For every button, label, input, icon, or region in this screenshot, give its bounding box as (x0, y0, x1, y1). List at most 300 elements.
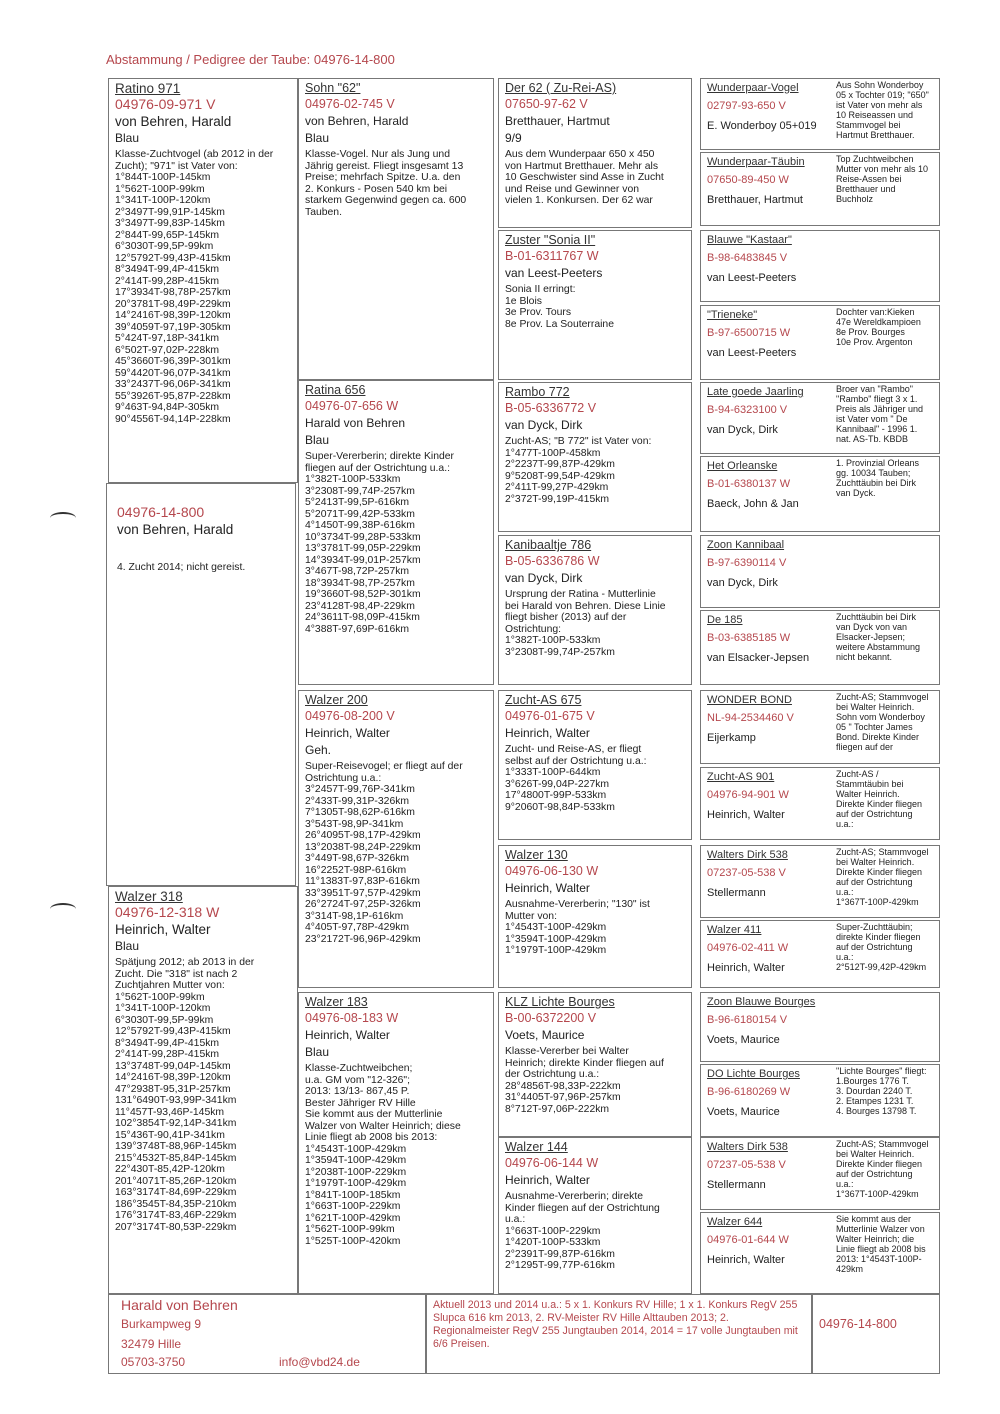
text-line: 19°3660T-98,52P-301km (305, 589, 421, 600)
owner-name: Bretthauer, Hartmut (707, 194, 803, 206)
text-line: Zucht-AS; "B 772" ist Vater von: (505, 436, 652, 447)
text-line: 1°663T-100P-229km (505, 1225, 601, 1237)
text-line: 1°4543T-100P-429km (505, 922, 607, 933)
ring-number: 04976-08-183 W (305, 1011, 399, 1025)
note-line: Direkte Kinder fliegen (836, 1159, 923, 1169)
text-line: 8e Prov. La Souterraine (505, 318, 614, 330)
pigeon-name: DO Lichte Bourges (707, 1068, 800, 1080)
pigeon-name: Kanibaaltje 786 (505, 538, 592, 552)
note-line: Top Zuchtweibchen (836, 154, 914, 164)
note-line: Zucht-AS / (836, 769, 879, 779)
note-line: Walter Heinrich. (836, 789, 900, 799)
fmff-box (700, 382, 940, 454)
note-line: auf der Ostrichtung (836, 809, 913, 819)
pigeon-name: Walzer 130 (505, 848, 568, 862)
description-text (305, 761, 487, 945)
note-line: Zuchttäubin bei Dirk (836, 612, 917, 622)
mmmm-box (700, 1212, 940, 1294)
note-line: 8e Prov. Bourges (836, 327, 905, 337)
pigeon-name: Walters Dirk 538 (707, 849, 788, 861)
note-line: 2. Etampes 1231 T. (836, 1096, 914, 1106)
description-text (505, 1046, 685, 1115)
text-line: 1°1979T-100P-429km (505, 945, 607, 956)
color-value: Blau (305, 433, 330, 447)
text-line: Ostrichtung: (505, 623, 562, 635)
note-line: Zucht-AS; Stammvogel (836, 847, 929, 857)
text-line: 4°388T-97,69P-616km (305, 623, 410, 635)
text-line: 2°2391T-99,87P-616km (505, 1248, 615, 1260)
note-line: Bond. Direkte Kinder (836, 732, 920, 742)
text-line: 1°562T-100P-99km (305, 1224, 395, 1235)
text-line: 17°3934T-98,78P-257km (115, 287, 231, 298)
text-line: 1°382T-100P-533km (305, 474, 401, 485)
text-line: Walzer von Walter Heinrich; diese (305, 1120, 461, 1132)
text-line: 14°2416T-98,39P-120km (115, 1072, 231, 1083)
note-line: 47e Wereldkampioen (836, 317, 921, 327)
text-line: 2°3497T-99,91P-145km (115, 206, 225, 218)
owner-name: Baeck, John & Jan (707, 498, 799, 510)
note-line: gg. 10034 Tauben; (836, 468, 911, 478)
text-line: Super-Vererberin; direkte Kinder (305, 451, 455, 462)
breeder-address-box (108, 1294, 426, 1374)
pigeon-name: Zoon Blauwe Bourges (707, 996, 816, 1008)
text-line: Klasse-Vererber bei Walter (505, 1046, 629, 1057)
note-line: 1°367T-100P-429km (836, 897, 919, 907)
text-line: 8°3494T-99,4P-415km (115, 1037, 220, 1049)
punch-hole-mark (50, 903, 76, 915)
mm-box (298, 992, 494, 1294)
text-line: Aus dem Wunderpaar 650 x 450 (505, 149, 655, 160)
pigeon-name: Wunderpaar-Vogel (707, 82, 799, 94)
text-line: 102°3854T-92,14P-341km (115, 1118, 237, 1129)
text-line: selbst auf der Ostrichtung u.a.: (505, 755, 647, 767)
subject-ring: 04976-14-800 (117, 504, 205, 520)
text-line: 3°449T-98,67P-326km (305, 853, 410, 864)
text-line: 24°3611T-98,09P-415km (305, 612, 420, 623)
note-line: 05 " Tochter James (836, 722, 913, 732)
ring-number: B-97-6390114 V (707, 557, 787, 569)
text-line: und Reise und Gewinner von (505, 183, 640, 195)
ring-number: B-00-6372200 V (505, 1011, 597, 1025)
owner-name: Voets, Maurice (707, 1034, 780, 1046)
pigeon-name: Zoon Kannibaal (707, 539, 785, 551)
note-line: direkte Kinder fliegen (836, 932, 921, 942)
text-line: 131°6490T-93,99P-341km (115, 1095, 237, 1106)
text-line: 5°2413T-99,5P-616km (305, 497, 410, 508)
note-text (836, 769, 940, 829)
ring-number: 04976-01-644 W (707, 1234, 789, 1246)
note-text (836, 307, 940, 347)
pigeon-name: Wunderpaar-Täubin (707, 156, 805, 168)
note-line: Walter Heinrich; die (836, 1234, 915, 1244)
footer-ring-box (812, 1294, 940, 1374)
text-line: Spätjung 2012; ab 2013 in der (115, 957, 255, 968)
note-line: Kannibaal" - 1996 1. (836, 424, 918, 434)
mmmf-box (700, 1137, 940, 1210)
note-line: Zucht-AS; Stammvogel (836, 692, 929, 702)
text-line: 16°2252T-98P-616km (305, 864, 407, 876)
owner-name: van Elsacker-Jepsen (707, 652, 810, 664)
text-line: 215°4532T-85,84P-145km (115, 1152, 237, 1164)
note-text (836, 80, 940, 140)
subject-owner: von Behren, Harald (117, 522, 234, 537)
text-line: 2°372T-99,19P-415km (505, 493, 610, 505)
text-line: 14°3934T-99,01P-257km (305, 554, 421, 566)
ring-number: 04976-06-130 W (505, 864, 599, 878)
ring-number: NL-94-2534460 V (707, 712, 794, 724)
ring-number: 04976-08-200 V (305, 709, 395, 723)
breeder-email[interactable]: info@vbd24.de (279, 1355, 360, 1369)
pigeon-name: Walzer 183 (305, 995, 368, 1009)
text-line: 9°2060T-98,84P-533km (505, 801, 615, 813)
note-line: 05 x Tochter 019; "650" (836, 90, 929, 100)
owner-name: Stellermann (707, 1179, 766, 1191)
text-line: 4°1450T-99,38P-616km (305, 520, 415, 531)
text-line: 3°2308T-99,74P-257km (505, 646, 615, 658)
text-line: 1°621T-100P-429km (305, 1212, 401, 1224)
text-line: 1°525T-100P-420km (305, 1235, 401, 1247)
text-line: Preise; mehrfach Spitze. U.a. den (305, 172, 461, 183)
text-line: 10°3734T-99,28P-533km (305, 531, 421, 543)
text-line: 2013: 13/13- 867,45 P. (305, 1086, 410, 1097)
text-line: 2°844T-99,65P-145km (115, 229, 220, 241)
text-line: 10 Geschwister sind Asse in Zucht (505, 172, 664, 183)
note-text (836, 1214, 940, 1274)
note-line: Mutterlinie Walzer von (836, 1224, 925, 1234)
text-line: vielen 1. Konkursen. Der 62 war (505, 195, 653, 206)
ffff-box (700, 78, 940, 150)
owner-name: Harald von Behren (305, 416, 406, 430)
pigeon-name: Walzer 411 (707, 924, 762, 936)
pigeon-name: Walzer 144 (505, 1140, 568, 1154)
text-line: 7°1305T-98,62P-616km (305, 807, 415, 818)
ffmm-box (700, 305, 940, 380)
ring-number: 07237-05-538 V (707, 867, 786, 879)
pigeon-name: Het Orleanske (707, 460, 778, 472)
mffm-box (700, 767, 940, 840)
note-line: Sohn vom Wonderboy (836, 712, 925, 722)
ring-number: 07237-05-538 V (707, 1159, 786, 1171)
text-line: 2°414T-99,28P-415km (115, 1049, 220, 1060)
text-line: Sonia II erringt: (505, 284, 576, 295)
note-line: auf der Ostrichtung (836, 942, 913, 952)
ring-number: B-94-6323100 V (707, 404, 788, 416)
owner-name: van Leest-Peeters (707, 272, 797, 284)
text-line: 9°463T-94,84P-305km (115, 402, 220, 413)
note-line: u.a.: (836, 887, 854, 897)
pigeon-name: Zuster "Sonia II" (505, 233, 596, 247)
color-value: Blau (305, 131, 330, 145)
note-line: nat. AS-Tb. KBDB (836, 434, 909, 444)
text-line: Sie kommt aus der Mutterlinie (305, 1109, 443, 1120)
text-line: 59°4420T-96,07P-341km (115, 367, 231, 379)
note-text (836, 612, 940, 662)
fff-box (498, 78, 692, 228)
text-line: 1°420T-100P-533km (505, 1237, 601, 1248)
note-line: Stammtäubin bei (836, 779, 904, 789)
note-line: bei Walter Heinrich. (836, 1149, 915, 1159)
note-text (836, 458, 940, 498)
text-line: 1°382T-100P-533km (505, 635, 601, 646)
text-line: 2°414T-99,28P-415km (115, 275, 220, 287)
pigeon-name: Walzer 318 (115, 889, 183, 904)
note-text (836, 1066, 940, 1116)
note-line: bei Walter Heinrich. (836, 702, 915, 712)
text-line: 31°4405T-97,96P-257km (505, 1092, 621, 1103)
pigeon-name: KLZ Lichte Bourges (505, 995, 615, 1009)
note-line: Dochter van:Kieken (836, 307, 915, 317)
description-text (505, 744, 685, 813)
ring-number: B-01-6311767 W (505, 249, 599, 263)
text-line: 1°341T-100P-120km (115, 1003, 211, 1014)
note-line: Direkte Kinder fliegen (836, 867, 923, 877)
text-line: 2°2237T-99,87P-429km (505, 459, 615, 470)
owner-name: Voets, Maurice (707, 1106, 780, 1118)
fffm-box (700, 152, 940, 226)
mmm-box (498, 1137, 692, 1294)
achievements-text: Aktuell 2013 und 2014 u.a.: 5 x 1. Konkurs RV Hille; 1 x 1. Konkurs RegV 255 Slupca 616 km 2013, 2. RV-Meister RV Hille Alttauben 2013; 2. Regionalmeister RegV 255 Jungtauben 2014, 2014 = 17 volle Jungtauben mit 6/6 Preisen. (433, 1299, 798, 1350)
text-line: 2°1295T-99,77P-616km (505, 1260, 615, 1271)
text-line: fliegen auf der Ostrichtung u.a.: (305, 462, 450, 474)
note-line: van Dyck von van (836, 622, 908, 632)
owner-name: van Dyck, Dirk (707, 424, 778, 436)
pigeon-name: Zucht-AS 675 (505, 693, 582, 707)
text-line: 17°4800T-99P-533km (505, 790, 607, 801)
ring-number: 02797-93-650 V (707, 100, 786, 112)
pigeon-name: Rambo 772 (505, 385, 570, 399)
text-line: 11°457T-93,46P-145km (115, 1106, 225, 1118)
text-line: 11°1383T-97,83P-616km (305, 876, 420, 887)
owner-name: Heinrich, Walter (505, 881, 590, 895)
text-line: 1°341T-100P-120km (115, 195, 211, 206)
note-text (836, 692, 940, 752)
text-line: 1e Blois (505, 295, 542, 307)
owner-name: Heinrich, Walter (707, 1254, 785, 1266)
owner-name: Heinrich, Walter (707, 962, 785, 974)
description-text (505, 284, 685, 330)
text-line: 9°5208T-99,54P-429km (505, 470, 615, 482)
text-line: 33°3951T-97,57P-429km (305, 887, 421, 899)
text-line: 45°3660T-96,39P-301km (115, 356, 231, 367)
owner-name: Eijerkamp (707, 732, 756, 744)
text-line: 39°4059T-97,19P-305km (115, 321, 231, 333)
text-line: Jährig gereist. Fliegt insgesamt 13 (305, 160, 464, 172)
text-line: 22°430T-85,42P-120km (115, 1164, 225, 1175)
fmm-box (498, 535, 692, 685)
note-line: Reise-Assen bei (836, 174, 902, 184)
note-line: 429km (836, 1264, 864, 1274)
text-line: Kinder fliegen auf der Ostrichtung (505, 1202, 660, 1214)
text-line: Ursprung der Ratina - Mutterlinie (505, 589, 656, 600)
note-line: Zuchttäubin bei Dirk (836, 478, 917, 488)
note-line: auf der Ostrichtung (836, 1169, 913, 1179)
note-text (836, 847, 940, 907)
text-line: 4°405T-97,78P-429km (305, 922, 410, 933)
note-line: u.a.: (836, 1179, 854, 1189)
pigeon-name: Blauwe "Kastaar" (707, 234, 792, 246)
note-line: auf der Ostrichtung (836, 877, 913, 887)
text-line: Ostrichtung u.a.: (305, 772, 382, 784)
owner-name: Stellermann (707, 887, 766, 899)
text-line: der Ostrichtung u.a.: (505, 1069, 600, 1080)
description-text (115, 149, 291, 425)
text-line: 1°477T-100P-458km (505, 447, 601, 459)
note-text (836, 1139, 940, 1199)
text-line: 201°4071T-85,26P-120km (115, 1175, 237, 1187)
pigeon-name: Late goede Jaarling (707, 386, 804, 398)
note-line: Zucht-AS; Stammvogel (836, 1139, 929, 1149)
ring-number: 07650-97-62 V (505, 97, 588, 111)
owner-name: Heinrich, Walter (305, 726, 390, 740)
pigeon-name: Walters Dirk 538 (707, 1141, 788, 1153)
text-line: 33°2437T-96,06P-341km (115, 379, 231, 390)
ring-number: B-05-6336772 V (505, 401, 597, 415)
text-line: 176°3174T-83,46P-229km (115, 1210, 237, 1221)
mfff-box (700, 690, 940, 764)
text-line: Zucht. Die "318" ist nach 2 (115, 968, 238, 980)
ring-number: 04976-12-318 W (115, 904, 220, 920)
breeder-street: Burkampweg 9 (121, 1317, 202, 1331)
text-line: Zucht- und Reise-AS, er fliegt (505, 744, 642, 755)
note-line: Elsacker-Jepsen; (836, 632, 906, 642)
text-line: 1°562T-100P-99km (115, 183, 205, 195)
text-line: 8°3494T-99,4P-415km (115, 264, 220, 275)
ring-number: 04976-02-745 V (305, 97, 395, 111)
breeder-city: 32479 Hille (121, 1337, 182, 1351)
note-line: 4. Bourges 13798 T. (836, 1106, 917, 1116)
mfmm-box (700, 920, 940, 988)
note-line: ist Vater von mehr als (836, 100, 923, 110)
ring-number: 04976-09-971 V (115, 96, 216, 112)
owner-name: Voets, Maurice (505, 1028, 585, 1042)
text-line: 2°411T-99,27P-429km (505, 482, 609, 493)
subject-text: 4. Zucht 2014; nicht gereist. (117, 562, 246, 573)
owner-name: Bretthauer, Hartmut (505, 114, 610, 128)
text-line: 3°314T-98,1P-616km (305, 910, 404, 922)
note-line: Buchholz (836, 194, 874, 204)
color-value: Blau (115, 939, 140, 953)
note-text (836, 384, 940, 444)
note-line: "Rambo" fliegt 3 x 1. (836, 394, 918, 404)
owner-name: Heinrich, Walter (707, 809, 785, 821)
ring-number: B-96-6180154 V (707, 1014, 788, 1026)
text-line: 90°4556T-94,14P-228km (115, 413, 231, 425)
text-line: 18°3934T-98,7P-257km (305, 577, 415, 589)
note-line: Broer van "Rambo" (836, 384, 913, 394)
text-line: 1°1979T-100P-429km (305, 1178, 407, 1189)
text-line: Ausnahme-Vererberin; direkte (505, 1191, 644, 1202)
achievements-box (426, 1294, 812, 1374)
note-line: ist Vater vom " De (836, 414, 908, 424)
fmf-box (498, 382, 692, 532)
text-line: 5°424T-97,18P-341km (115, 333, 220, 344)
owner-name: von Behren, Harald (305, 114, 409, 128)
text-line: 28°4856T-98,33P-222km (505, 1080, 621, 1092)
text-line: 12°5792T-99,43P-415km (115, 1026, 231, 1037)
text-line: 13°3748T-99,04P-145km (115, 1060, 231, 1072)
fmmf-box (700, 535, 940, 608)
text-line: 1°3594T-100P-429km (305, 1155, 407, 1166)
note-line: Bretthauer und (836, 184, 896, 194)
text-line: 2°433T-99,31P-326km (305, 795, 410, 807)
text-line: 5°2071T-99,42P-533km (305, 508, 415, 520)
text-line: Zuchtjahren Mutter von: (115, 980, 225, 991)
text-line: 55°3926T-95,87P-228km (115, 390, 231, 402)
text-line: 6°502T-97,02P-228km (115, 344, 220, 356)
color-value: Blau (115, 131, 140, 145)
text-line: von Hartmut Bretthauer. Mehr als (505, 160, 659, 172)
note-line: Mutter von mehr als 10 (836, 164, 929, 174)
mfmf-box (700, 845, 940, 918)
text-line: 207°3174T-80,53P-229km (115, 1221, 237, 1233)
note-line: Preis als Jähriger und (836, 404, 924, 414)
description-text (505, 436, 685, 505)
text-line: 1°333T-100P-644km (505, 767, 601, 778)
text-line: Zucht); "971" ist Vater von: (115, 160, 238, 172)
pigeon-name: "Trieneke" (707, 309, 758, 321)
subject-box (106, 483, 296, 886)
text-line: 20°3781T-98,49P-229km (115, 298, 231, 310)
text-line: 47°2938T-95,31P-257km (115, 1083, 231, 1095)
footer-ring: 04976-14-800 (819, 1317, 897, 1331)
note-line: 2°512T-99,42P-429km (836, 962, 927, 972)
pigeon-name: Walzer 200 (305, 693, 368, 707)
text-line: 186°3545T-84,35P-210km (115, 1198, 237, 1210)
pigeon-name: WONDER BOND (707, 694, 792, 706)
note-line: 1°367T-100P-429km (836, 1189, 919, 1199)
text-line: 2. Konkurs - Posen 540 km bei (305, 183, 448, 195)
ring-number: B-01-6380137 W (707, 478, 791, 490)
text-line: 12°5792T-99,43P-415km (115, 252, 231, 264)
father-box (108, 78, 298, 483)
pigeon-name: Zucht-AS 901 (707, 771, 775, 783)
ring-number: 04976-01-675 V (505, 709, 595, 723)
text-line: 3e Prov. Tours (505, 307, 572, 318)
note-text (836, 154, 940, 204)
text-line: 23°2172T-96,96P-429km (305, 933, 421, 945)
text-line: 23°4128T-98,4P-229km (305, 600, 415, 612)
text-line: 6°3030T-99,5P-99km (115, 241, 214, 252)
text-line: starkem Gegenwind gegen ca. 600 (305, 195, 467, 206)
mfm-box (498, 845, 692, 988)
note-line: 1.Bourges 1776 T. (836, 1076, 909, 1086)
mmf-box (498, 992, 692, 1137)
description-text (505, 149, 685, 207)
text-line: 6°3030T-99,5P-99km (115, 1014, 214, 1026)
text-line: 1°562T-100P-99km (115, 991, 205, 1003)
text-line: 15°436T-90,41P-341km (115, 1129, 225, 1141)
text-line: 3°3497T-99,83P-145km (115, 218, 225, 229)
text-line: 1°841T-100P-185km (305, 1189, 401, 1201)
ring-number: B-05-6336786 W (505, 554, 600, 568)
text-line: Klasse-Zuchtweibchen; (305, 1063, 413, 1074)
text-line: 3°543T-98,9P-341km (305, 818, 404, 830)
description-text (115, 957, 291, 1233)
mmff-box (700, 992, 940, 1062)
text-line: 1°844T-100P-145km (115, 172, 211, 183)
pigeon-name: Walzer 644 (707, 1216, 763, 1228)
owner-name: Heinrich, Walter (115, 922, 211, 937)
text-line: 1°3594T-100P-429km (505, 933, 607, 945)
text-line: Ausnahme-Vererberin; "130" ist (505, 899, 650, 910)
text-line: 1°4543T-100P-429km (305, 1143, 407, 1155)
text-line: bei Harald von Behren. Diese Linie (505, 600, 666, 612)
note-line: "Lichte Bourges" fliegt: (836, 1066, 927, 1076)
note-line: 1. Provinzial Orleans (836, 458, 920, 468)
ring-number: 04976-07-656 W (305, 399, 399, 413)
note-line: Aus Sohn Wonderboy (836, 80, 924, 90)
text-line: u.a. GM vom "12-326"; (305, 1074, 410, 1086)
